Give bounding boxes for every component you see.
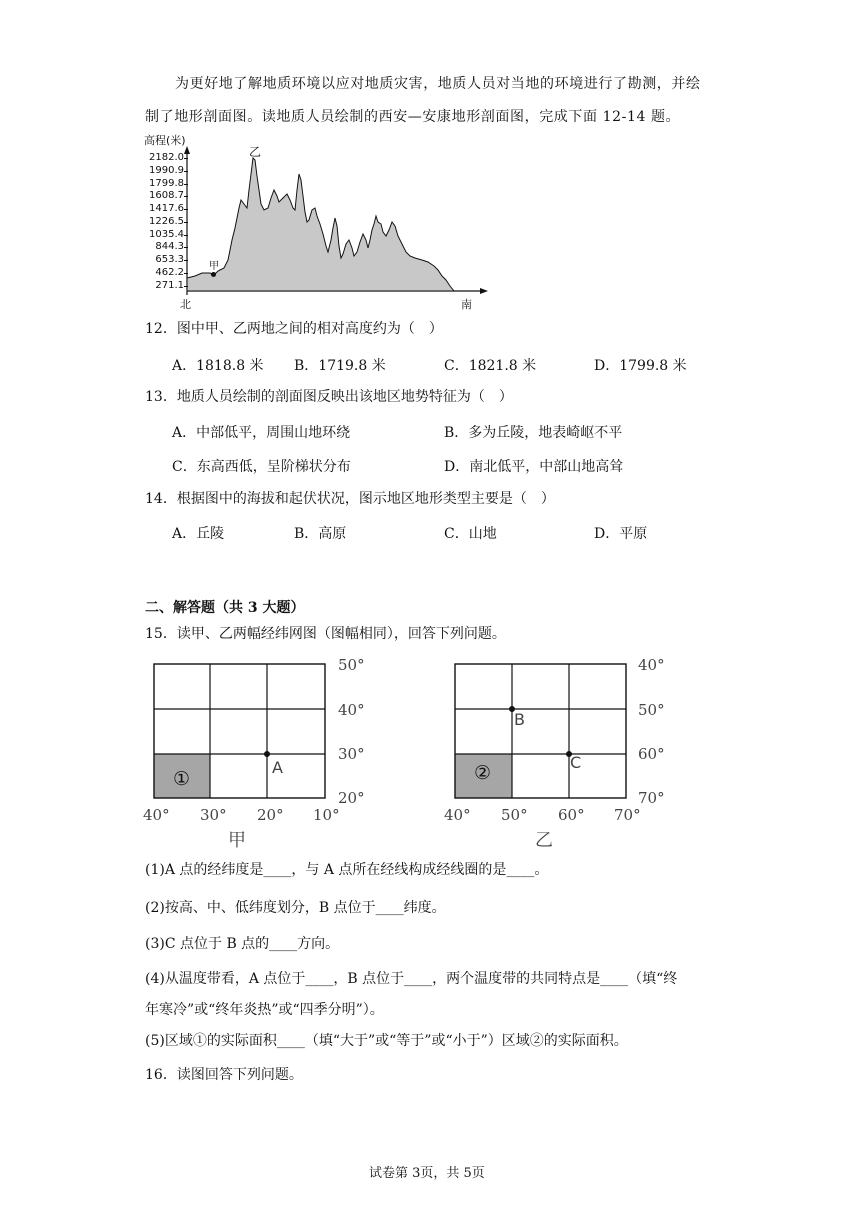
grid-jia-lon-40: 40° [143,806,170,824]
profile-y-tick-mark [184,184,188,185]
grid-jia-lat-40: 40° [338,701,365,719]
profile-y-tick-label: 2182.0 [149,152,184,163]
q15-stem: 15．读甲、乙两幅经纬网图（图幅相同），回答下列问题。 [145,626,506,642]
sub-question-5: (5)区域①的实际面积____（填“大于”或“等于”或“小于”）区域②的实际面积。 [145,1033,628,1049]
grid-jia-caption: 甲 [228,830,246,851]
grid-yi-lon-50: 50° [501,806,528,824]
terrain-profile-chart [140,128,500,310]
profile-y-tick-label: 271.1 [155,279,184,291]
grid-yi-caption: 乙 [535,830,553,851]
sub-question-4-line-1: (4)从温度带看，A 点位于____，B 点位于____，两个温度带的共同特点是____（填“终 [145,971,678,987]
page-footer: 试卷第 3页，共 5页 [369,1166,485,1181]
profile-y-tick-label: 1226.5 [149,215,184,227]
profile-y-arrow [184,146,190,154]
profile-y-tick-mark [184,171,188,172]
q13-stem: 13．地质人员绘制的剖面图反映出该地区地势特征为（ ） [145,389,513,405]
profile-y-tick-mark [184,286,188,287]
section-2-title: 二、解答题（共 3 大题） [145,600,305,616]
profile-right-label: 南 [461,298,472,311]
terrain-profile [187,158,454,291]
grid-jia-point-a [264,751,270,757]
grid-yi-region-label: ② [474,762,492,784]
grid-yi-lon-40: 40° [444,806,471,824]
grid-yi-lat-60: 60° [638,745,665,763]
profile-y-tick-mark [184,247,188,248]
grid-jia-region-label: ① [173,768,191,790]
grid-jia-lat-50: 50° [338,656,365,674]
profile-y-tick-mark [184,260,188,261]
profile-y-tick-label: 844.3 [155,241,184,253]
grid-yi-lat-70: 70° [638,789,665,807]
intro-line-1: 为更好地了解地质环境以应对地质灾害，地质人员对当地的环境进行了勘测，并绘 [175,76,701,92]
intro-line-2: 制了地形剖面图。读地质人员绘制的西安—安康地形剖面图，完成下面 12-14 题。 [145,109,681,125]
q13-option-d: D．南北低平，中部山地高耸 [444,459,624,475]
profile-y-tick-label: 1799.8 [149,177,184,189]
grid-yi-lon-60: 60° [558,806,585,824]
profile-y-tick-mark [184,158,188,159]
grid-yi-lon-70: 70° [614,806,641,824]
q16-stem: 16．读图回答下列问题。 [145,1067,303,1083]
grid-yi-lat-40: 40° [638,656,665,674]
profile-y-tick-mark [184,196,188,197]
profile-point-jia-dot [211,272,216,277]
q12-option-a: A．1818.8 米 [172,358,264,374]
profile-point-jia: 甲 [209,261,219,272]
profile-ylabel: 高程(米) [144,134,186,147]
q14-option-b: B．高原 [294,526,347,542]
grid-jia-lat-20: 20° [338,789,365,807]
profile-left-label: 北 [180,298,191,311]
grid-jia-lon-20: 20° [257,806,284,824]
sub-question-4-line-2: 年寒冷”或“终年炎热”或“四季分明”）。 [145,1002,384,1018]
q13-option-a: A．中部低平，周围山地环绕 [172,425,351,441]
q12-option-d: D．1799.8 米 [594,358,687,374]
grid-jia-lon-10: 10° [313,806,340,824]
grid-jia-lat-30: 30° [338,745,365,763]
profile-y-tick-mark [184,235,188,236]
profile-y-tick-label: 1035.4 [149,228,184,240]
q13-option-b: B．多为丘陵，地表崎岖不平 [444,425,623,441]
q14-stem: 14．根据图中的海拔和起伏状况，图示地区地形类型主要是（ ） [145,491,555,507]
q12-stem: 12．图中甲、乙两地之间的相对高度约为（ ） [145,321,443,337]
grid-yi-point-c-label: C [570,753,582,772]
sub-question-3: (3)C 点位于 B 点的____方向。 [145,936,340,952]
profile-y-tick-label: 1990.9 [149,164,184,176]
q14-option-a: A．丘陵 [172,526,225,542]
profile-x-arrow [480,288,488,294]
grid-yi-point-b-label: B [514,710,525,729]
grid-jia-point-a-label: A [272,758,283,777]
q14-option-c: C．山地 [444,526,497,542]
q12-option-c: C．1821.8 米 [444,358,537,374]
q13-option-c: C．东高西低，呈阶梯状分布 [172,459,351,475]
profile-y-tick-mark [184,222,188,223]
profile-y-tick-label: 462.2 [155,266,184,278]
profile-y-tick-mark [184,209,188,210]
grid-jia-lon-30: 30° [200,806,227,824]
profile-y-tick-label: 1608.7 [149,190,184,202]
profile-y-tick-label: 653.3 [155,254,184,265]
sub-question-1: (1)A 点的经纬度是____，与 A 点所在经线构成经线圈的是____。 [145,862,549,878]
profile-y-tick-label: 1417.6 [149,203,184,214]
sub-question-2: (2)按高、中、低纬度划分，B 点位于____纬度。 [145,900,446,916]
profile-point-yi: 乙 [249,145,262,159]
q12-option-b: B．1719.8 米 [294,358,386,374]
q14-option-d: D．平原 [594,526,648,542]
grid-yi-lat-50: 50° [638,701,665,719]
profile-y-tick-mark [184,273,188,274]
